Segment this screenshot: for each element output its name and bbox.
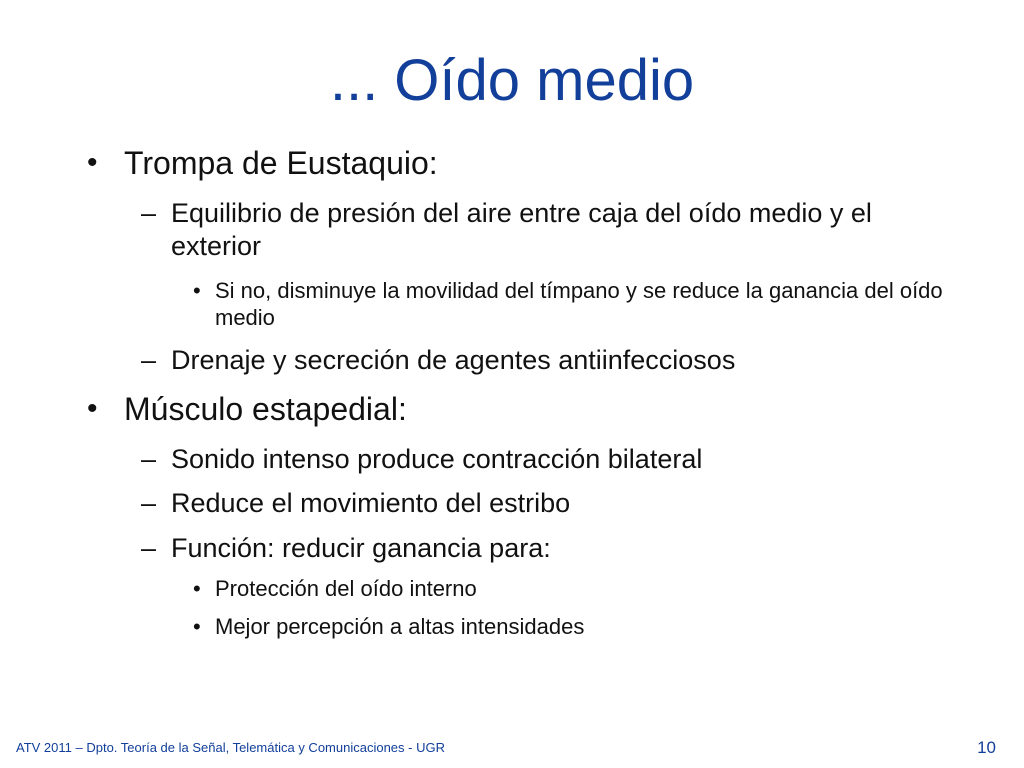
bullet-item bbox=[193, 575, 950, 602]
page-number: 10 bbox=[977, 738, 996, 757]
bullet-marker: • bbox=[87, 146, 98, 179]
bullet-text: Mejor percepción a altas intensidades bbox=[215, 614, 585, 639]
dash-marker: – bbox=[141, 198, 157, 228]
dash-marker: – bbox=[141, 345, 157, 375]
bullet-text: Equilibrio de presión del aire entre caja del oído medio y el exterior bbox=[171, 198, 872, 261]
bullet-text: Reduce el movimiento del estribo bbox=[171, 488, 571, 518]
bullet-item bbox=[141, 443, 931, 476]
bullet-item bbox=[141, 487, 931, 520]
dash-marker: – bbox=[141, 444, 157, 474]
bullet-item bbox=[141, 344, 931, 377]
dash-marker: – bbox=[141, 488, 157, 518]
bullet-marker: • bbox=[193, 576, 201, 601]
bullet-item bbox=[87, 144, 944, 182]
bullet-marker: • bbox=[87, 392, 98, 425]
dash-marker: – bbox=[141, 533, 157, 563]
bullet-text: Trompa de Eustaquio: bbox=[124, 145, 438, 181]
bullet-text: Función: reducir ganancia para: bbox=[171, 533, 551, 563]
bullet-text: Músculo estapedial: bbox=[124, 391, 407, 427]
bullet-text: Sonido intenso produce contracción bilateral bbox=[171, 444, 703, 474]
bullet-item bbox=[193, 613, 950, 640]
bullet-item bbox=[193, 277, 950, 331]
slide-title: ... Oído medio bbox=[329, 48, 695, 113]
bullet-item bbox=[141, 532, 931, 565]
bullet-text: Drenaje y secreción de agentes antiinfecciosos bbox=[171, 345, 736, 375]
bullet-text: Si no, disminuye la movilidad del tímpano y se reduce la ganancia del oído medio bbox=[215, 278, 943, 330]
bullet-item bbox=[141, 197, 921, 263]
footer-text: ATV 2011 – Dpto. Teoría de la Señal, Telemática y Comunicaciones - UGR bbox=[16, 740, 445, 755]
bullet-text: Protección del oído interno bbox=[215, 576, 477, 601]
bullet-item bbox=[87, 390, 944, 428]
bullet-marker: • bbox=[193, 614, 201, 639]
bullet-marker: • bbox=[193, 278, 201, 303]
